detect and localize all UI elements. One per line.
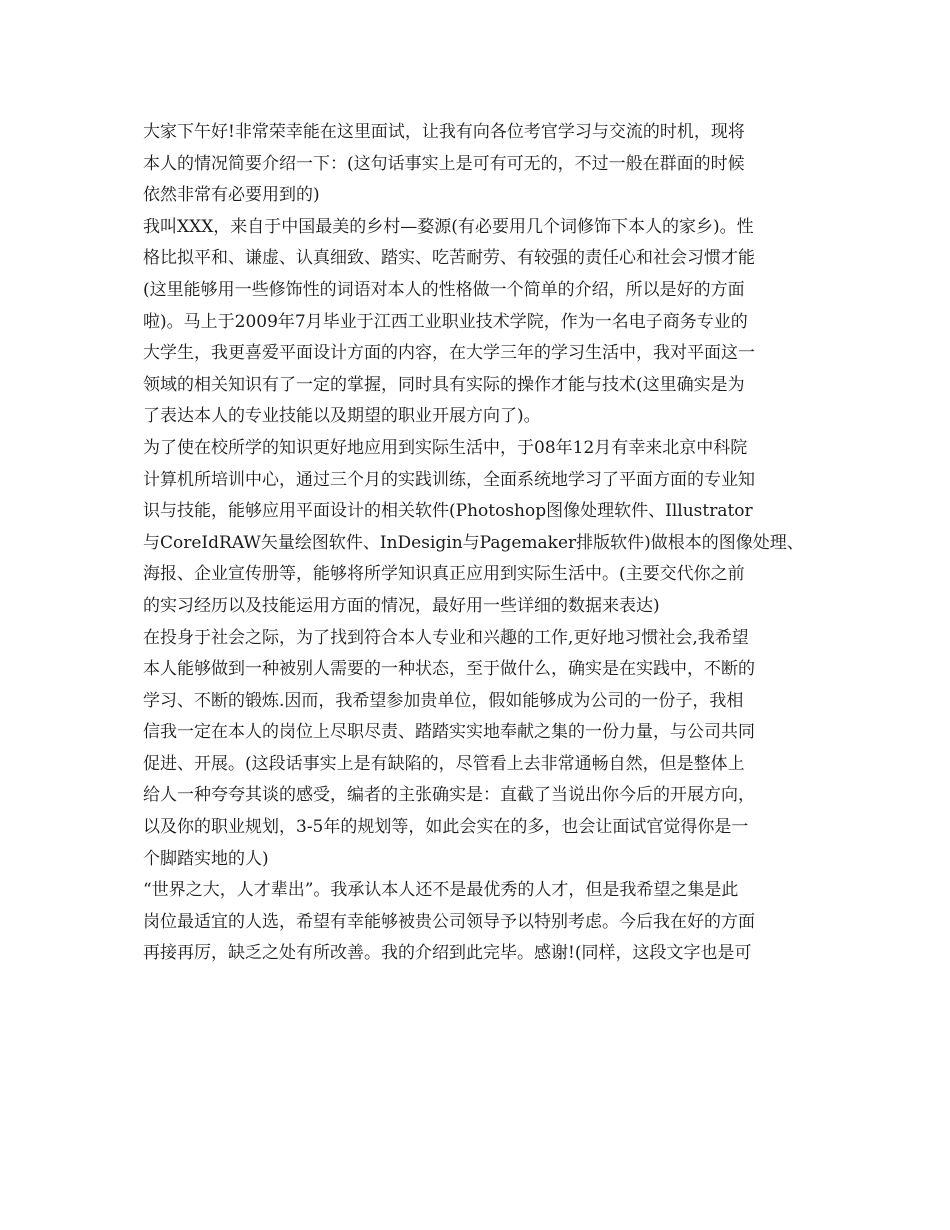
text-line: 计算机所培训中心，通过三个月的实践训练，全面系统地学习了平面方面的专业知 bbox=[143, 469, 755, 490]
text-line: 的实习经历以及技能运用方面的情况，最好用一些详细的数据来表达) bbox=[143, 595, 660, 616]
text-line: 给人一种夸夸其谈的感受，编者的主张确实是：直截了当说出你今后的开展方向， bbox=[143, 785, 755, 806]
text-line: 学习、不断的锻炼.因而，我希望参加贵单位，假如能够成为公司的一份子，我相 bbox=[143, 690, 744, 711]
text-line: 格比拟平和、谦虚、认真细致、踏实、吃苦耐劳、有较强的责任心和社会习惯才能 bbox=[143, 248, 755, 269]
text-line: 本人的情况简要介绍一下：(这句话事实上是可有可无的，不过一般在群面的时候 bbox=[143, 153, 745, 174]
text-line: 识与技能，能够应用平面设计的相关软件(Photoshop图像处理软件、Illustrator bbox=[143, 501, 753, 522]
text-line: 为了使在校所学的知识更好地应用到实际生活中，于08年12月有幸来北京中科院 bbox=[143, 437, 748, 458]
text-line: 以及你的职业规划，3-5年的规划等，如此会实在的多，也会让面试官觉得你是一 bbox=[143, 817, 749, 838]
document-body bbox=[143, 117, 823, 970]
text-line: 与CoreIdRAW矢量绘图软件、InDesigin与Pagemaker排版软件)做根本的图像处理、 bbox=[143, 532, 804, 553]
text-line: 啦)。马上于2009年7月毕业于江西工业职业技术学院，作为一名电子商务专业的 bbox=[143, 311, 748, 332]
text-line: (这里能够用一些修饰性的词语对本人的性格做一个简单的介绍，所以是好的方面 bbox=[143, 279, 745, 300]
text-line: 我叫XXX，来自于中国最美的乡村—婺源(有必要用几个词修饰下本人的家乡)。性 bbox=[143, 216, 754, 237]
text-line: 依然非常有必要用到的) bbox=[143, 185, 320, 206]
text-line: 了表达本人的专业技能以及期望的职业开展方向了)。 bbox=[143, 406, 541, 427]
text-line: “世界之大，人才辈出”。我承认本人还不是最优秀的人才，但是我希望之集是此 bbox=[143, 880, 739, 901]
text-line: 大学生，我更喜爱平面设计方面的内容，在大学三年的学习生活中，我对平面这一 bbox=[143, 343, 755, 364]
text-line: 本人能够做到一种被别人需要的一种状态，至于做什么，确实是在实践中，不断的 bbox=[143, 659, 755, 680]
text-line: 再接再厉，缺乏之处有所改善。我的介绍到此完毕。感谢!(同样，这段文字也是可 bbox=[143, 943, 752, 964]
text-line: 岗位最适宜的人选，希望有幸能够被贵公司领导予以特别考虑。今后我在好的方面 bbox=[143, 911, 755, 932]
text-line: 信我一定在本人的岗位上尽职尽责、踏踏实实地奉献之集的一份力量，与公司共同 bbox=[143, 722, 755, 743]
text-line: 大家下午好!非常荣幸能在这里面试，让我有向各位考官学习与交流的时机，现将 bbox=[143, 122, 745, 142]
text-line: 促进、开展。(这段话事实上是有缺陷的，尽管看上去非常通畅自然，但是整体上 bbox=[143, 753, 745, 774]
text-line: 领域的相关知识有了一定的掌握，同时具有实际的操作才能与技术(这里确实是为 bbox=[143, 374, 745, 395]
text-line: 个脚踏实地的人) bbox=[143, 848, 269, 869]
text-line: 海报、企业宣传册等，能够将所学知识真正应用到实际生活中。(主要交代你之前 bbox=[143, 564, 745, 585]
text-line: 在投身于社会之际，为了找到符合本人专业和兴趣的工作,更好地习惯社会,我希望 bbox=[143, 627, 749, 648]
